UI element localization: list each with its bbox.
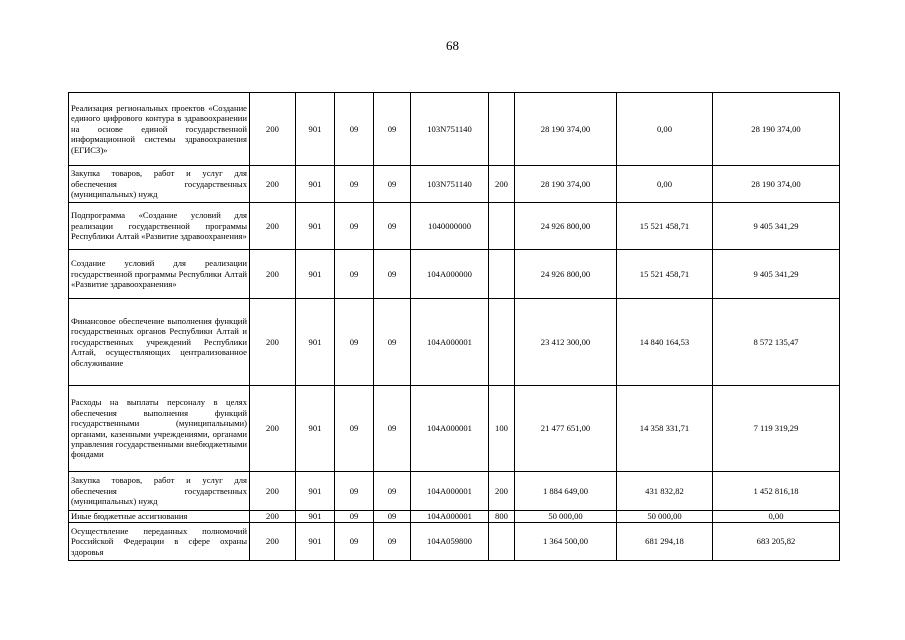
table-cell-section: 09 [335,203,374,250]
table-cell-section: 09 [335,472,374,511]
table-cell-executed-sum: 15 521 458,71 [617,203,713,250]
table-cell-expense-type [489,250,515,299]
table-cell-name: Закупка товаров, работ и услуг для обеспечения государственных (муниципальных) нужд [69,472,250,511]
table-row [69,472,840,511]
table-cell-remaining-sum: 0,00 [713,511,840,523]
table-cell-code: 901 [296,93,335,166]
table-cell-grbs: 200 [250,511,296,523]
table-cell-code: 901 [296,386,335,472]
table-cell-subsection: 09 [374,250,411,299]
table-cell-section: 09 [335,250,374,299]
table-cell-section: 09 [335,299,374,386]
table-cell-grbs: 200 [250,166,296,203]
table-cell-grbs: 200 [250,93,296,166]
table-cell-section: 09 [335,166,374,203]
table-row [69,250,840,299]
table-cell-name: Закупка товаров, работ и услуг для обеспечения государственных (муниципальных) нужд [69,166,250,203]
table-body [69,93,840,561]
table-cell-target-article: 104А059800 [411,523,489,561]
table-row [69,203,840,250]
table-cell-subsection: 09 [374,386,411,472]
table-cell-approved-sum: 24 926 800,00 [515,203,617,250]
table-cell-approved-sum: 50 000,00 [515,511,617,523]
table-cell-grbs: 200 [250,299,296,386]
table-row [69,523,840,561]
table-cell-name: Финансовое обеспечение выполнения функций государственных органов Республики Алтай и государственных учреждений Республики Алтай, осуществляющих централизованное обслуживание [69,299,250,386]
table-row [69,386,840,472]
table-row [69,299,840,386]
table-cell-code: 901 [296,511,335,523]
page-number: 68 [446,38,459,53]
table-cell-remaining-sum: 8 572 135,47 [713,299,840,386]
table-row [69,511,840,523]
table-cell-section: 09 [335,523,374,561]
table-cell-remaining-sum: 7 119 319,29 [713,386,840,472]
table-cell-remaining-sum: 28 190 374,00 [713,93,840,166]
table-cell-target-article: 104А000001 [411,299,489,386]
table-cell-executed-sum: 0,00 [617,166,713,203]
table-cell-section: 09 [335,386,374,472]
table-row [69,166,840,203]
table-cell-code: 901 [296,523,335,561]
table-cell-code: 901 [296,299,335,386]
table-cell-target-article: 104А000001 [411,472,489,511]
table-cell-remaining-sum: 1 452 816,18 [713,472,840,511]
table-cell-approved-sum: 1 364 500,00 [515,523,617,561]
table-cell-expense-type [489,523,515,561]
table-cell-name: Подпрограмма «Создание условий для реализации государственной программы Республики Алтай «Развитие здравоохранения» [69,203,250,250]
table-cell-target-article: 104А000000 [411,250,489,299]
table-cell-remaining-sum: 9 405 341,29 [713,203,840,250]
table-cell-subsection: 09 [374,472,411,511]
table-cell-grbs: 200 [250,472,296,511]
table-cell-name: Расходы на выплаты персоналу в целях обеспечения выполнения функций государственными (муниципальными) органами, казенными учреждениями, органами управления государственными внебюджетными фондами [69,386,250,472]
table-cell-code: 901 [296,166,335,203]
table-cell-code: 901 [296,203,335,250]
table-cell-code: 901 [296,250,335,299]
table-cell-expense-type: 100 [489,386,515,472]
table-cell-executed-sum: 15 521 458,71 [617,250,713,299]
table-cell-executed-sum: 14 840 164,53 [617,299,713,386]
table-cell-approved-sum: 21 477 651,00 [515,386,617,472]
table-cell-executed-sum: 14 358 331,71 [617,386,713,472]
table-cell-grbs: 200 [250,250,296,299]
table-cell-target-article: 103N751140 [411,93,489,166]
table-cell-section: 09 [335,511,374,523]
table-cell-expense-type: 200 [489,166,515,203]
table-cell-subsection: 09 [374,203,411,250]
table-cell-expense-type: 800 [489,511,515,523]
table-cell-section: 09 [335,93,374,166]
table-cell-expense-type: 200 [489,472,515,511]
table-cell-name: Осуществление переданных полномочий Российской Федерации в сфере охраны здоровья [69,523,250,561]
table-row [69,93,840,166]
table-cell-target-article: 104А000001 [411,511,489,523]
table-cell-executed-sum: 0,00 [617,93,713,166]
table-cell-approved-sum: 23 412 300,00 [515,299,617,386]
table-cell-remaining-sum: 9 405 341,29 [713,250,840,299]
table-cell-remaining-sum: 28 190 374,00 [713,166,840,203]
table-cell-grbs: 200 [250,203,296,250]
table-cell-subsection: 09 [374,93,411,166]
table-cell-grbs: 200 [250,386,296,472]
table-cell-subsection: 09 [374,523,411,561]
table-cell-expense-type [489,203,515,250]
table-cell-approved-sum: 28 190 374,00 [515,166,617,203]
table-cell-approved-sum: 1 884 649,00 [515,472,617,511]
table-cell-name: Создание условий для реализации государственной программы Республики Алтай «Развитие здравоохранения» [69,250,250,299]
table-cell-expense-type [489,93,515,166]
table-cell-grbs: 200 [250,523,296,561]
table-cell-subsection: 09 [374,511,411,523]
table-cell-subsection: 09 [374,166,411,203]
table-cell-target-article: 104А000001 [411,386,489,472]
budget-table [68,92,840,561]
table-cell-name: Иные бюджетные ассигнования [69,511,250,523]
table-cell-target-article: 103N751140 [411,166,489,203]
table-cell-executed-sum: 431 832,82 [617,472,713,511]
table-cell-remaining-sum: 683 205,82 [713,523,840,561]
table-cell-expense-type [489,299,515,386]
table-cell-code: 901 [296,472,335,511]
table-cell-executed-sum: 681 294,18 [617,523,713,561]
table-cell-target-article: 1040000000 [411,203,489,250]
table-cell-subsection: 09 [374,299,411,386]
table-cell-name: Реализация региональных проектов «Создание единого цифрового контура в здравоохранении на основе единой государственной информационной системы здравоохранения (ЕГИСЗ)» [69,93,250,166]
table-cell-approved-sum: 28 190 374,00 [515,93,617,166]
table-cell-executed-sum: 50 000,00 [617,511,713,523]
table-cell-approved-sum: 24 926 800,00 [515,250,617,299]
